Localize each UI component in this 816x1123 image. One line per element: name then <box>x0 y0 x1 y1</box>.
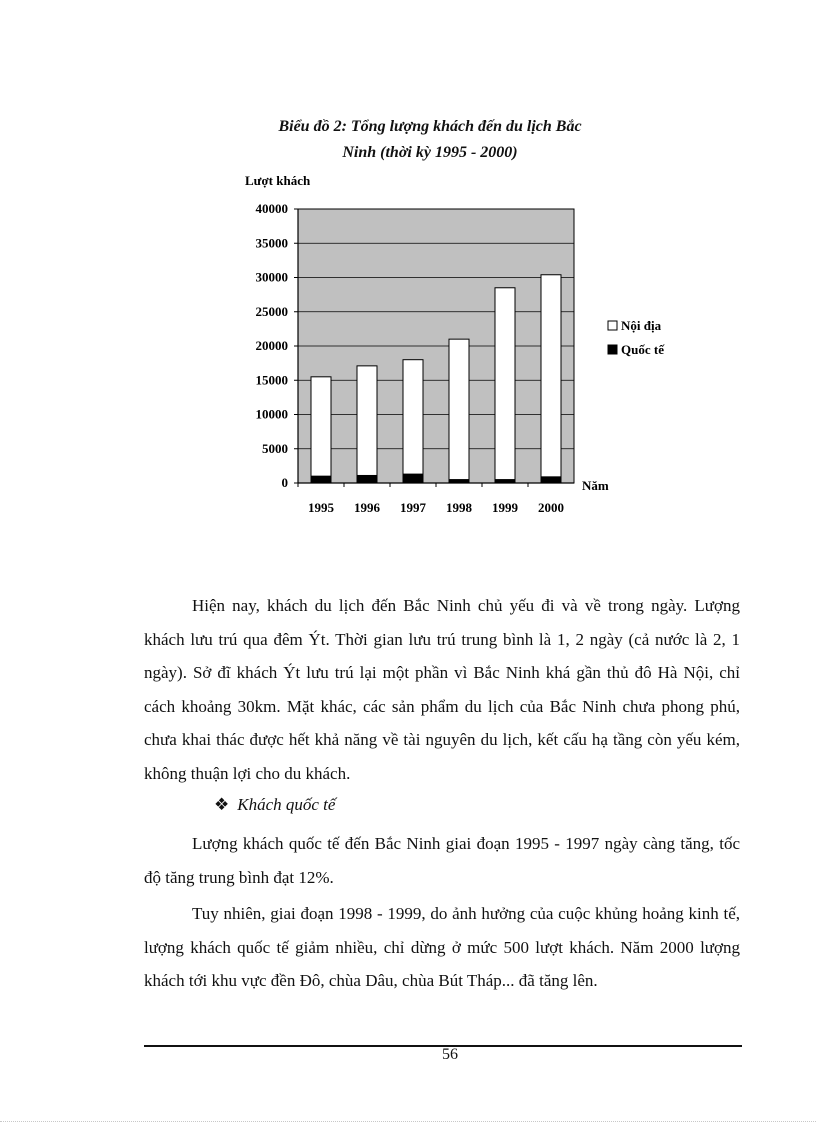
legend-label-domestic: Nội địa <box>621 318 662 333</box>
chart-figure <box>0 0 816 560</box>
bar-domestic-1995 <box>311 377 331 476</box>
legend-swatch-international <box>608 345 617 354</box>
x-tick-label: 1999 <box>492 500 518 515</box>
x-tick-label: 2000 <box>538 500 564 515</box>
y-axis-title: Lượt khách <box>245 173 311 188</box>
paragraph-intro: Hiện nay, khách du lịch đến Bắc Ninh chủ yếu đi và về trong ngày. Lượng khách lưu trú qua đêm Ýt. Thời gian lưu trú trung bình là 1, 2 ngày (cả nước là 2, 1 ngày). Sở đĩ khách Ýt lưu trú lại một phần vì Bắc Ninh khá gần thủ đô Hà Nội, chỉ cách khoảng 30km. Mặt khác, các sản phẩm du lịch của Bắc Ninh chưa phong phú, chưa khai thác được hết khả năng về tài nguyên du lịch, kết cấu hạ tầng còn yếu kém, không thuận lợi cho du khách. <box>144 596 740 783</box>
legend-label-international: Quốc tế <box>621 342 664 357</box>
bar-domestic-1997 <box>403 360 423 474</box>
y-tick-label: 25000 <box>255 303 288 319</box>
paragraph-international: Lượng khách quốc tế đến Bắc Ninh giai đoạn 1995 - 1997 ngày càng tăng, tốc độ tăng trung bình đạt 12%. <box>144 834 740 887</box>
y-tick-label: 30000 <box>255 269 288 285</box>
bar-domestic-2000 <box>541 275 561 477</box>
page-edge-dotted-line <box>0 1121 816 1122</box>
bar-international-1997 <box>403 474 423 483</box>
bullet-heading <box>214 795 335 815</box>
x-tick-label: 1996 <box>354 500 380 515</box>
x-tick-label: 1998 <box>446 500 472 515</box>
chart-title-line-2: Ninh (thời kỳ 1995 - 2000) <box>342 144 518 161</box>
chart-title-line-1: Biểu đồ 2: Tổng lượng khách đến du lịch Bắc <box>278 118 582 135</box>
page-number: 56 <box>442 1046 458 1063</box>
y-tick-label: 40000 <box>255 201 288 216</box>
x-tick-label: 1997 <box>400 500 426 515</box>
y-tick-label: 5000 <box>262 440 288 456</box>
y-tick-label: 20000 <box>255 338 288 353</box>
bar-domestic-1998 <box>449 339 469 479</box>
paragraph-crisis: Tuy nhiên, giai đoạn 1998 - 1999, do ảnh hưởng của cuộc khủng hoảng kinh tế, lượng khách quốc tế giảm nhiều, chỉ dừng ở mức 500 lượt khách. Năm 2000 lượng khách tới khu vực đền Đô, chùa Dâu, chùa Bút Tháp... đã tăng lên. <box>144 904 740 990</box>
bar-domestic-1996 <box>357 366 377 476</box>
y-tick-label: 15000 <box>255 372 288 388</box>
bar-international-1996 <box>357 475 377 483</box>
diamond-bullet-icon: ❖ <box>214 795 230 814</box>
bar-domestic-1999 <box>495 288 515 480</box>
x-tick-label: 1995 <box>308 500 334 515</box>
legend-swatch-domestic <box>608 321 617 330</box>
x-axis-title: Năm <box>582 478 609 493</box>
bar-international-1995 <box>311 476 331 483</box>
y-tick-label: 10000 <box>255 406 288 422</box>
bar-international-2000 <box>541 477 561 483</box>
bullet-heading-text: Khách quốc tế <box>237 795 336 814</box>
y-tick-label: 35000 <box>255 235 288 251</box>
y-tick-label: 0 <box>281 475 288 490</box>
